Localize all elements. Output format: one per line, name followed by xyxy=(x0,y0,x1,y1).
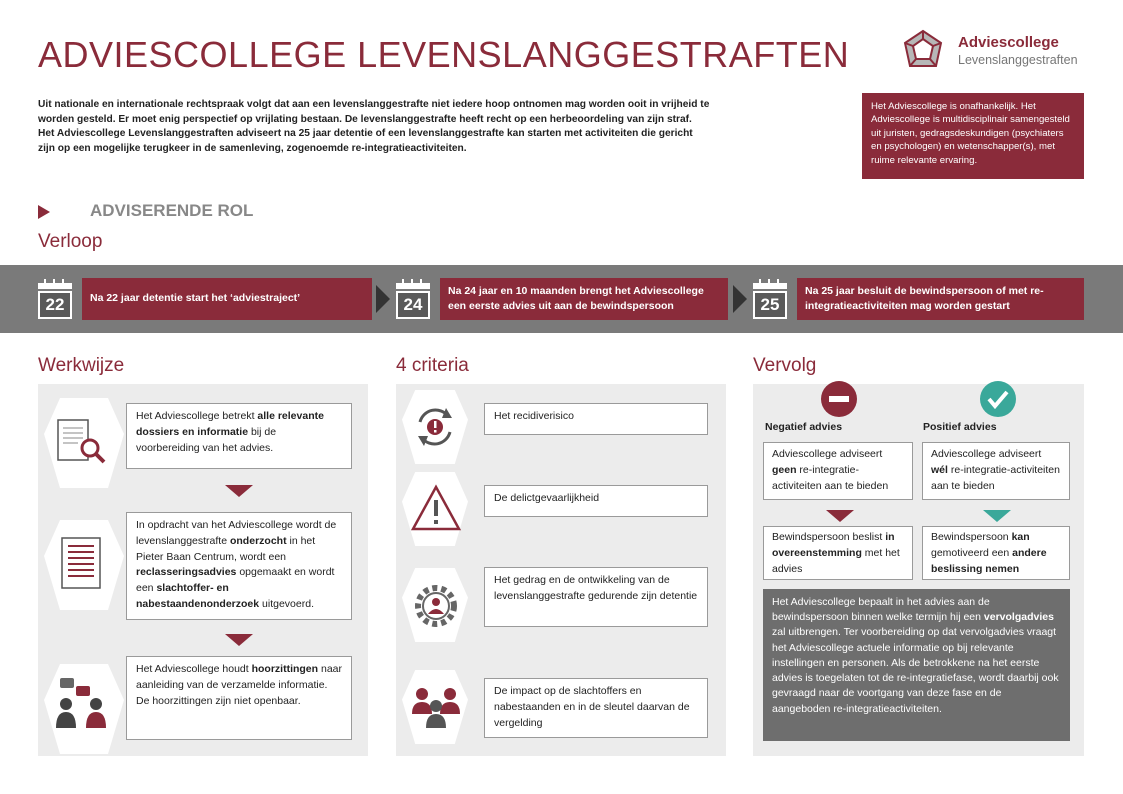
calendar-day: 24 xyxy=(396,291,430,319)
timeline-step xyxy=(797,278,1084,320)
werkwijze-panel xyxy=(38,384,368,756)
arrow-down-icon xyxy=(983,510,1011,522)
card-text: Bewindspersoon xyxy=(931,531,1012,543)
werkwijze-card xyxy=(126,512,352,620)
criterion-card xyxy=(484,485,708,517)
page-title: ADVIESCOLLEGE LEVENSLANGGESTRAFTEN xyxy=(38,34,850,75)
logo xyxy=(900,28,1100,74)
calendar-icon xyxy=(38,279,72,317)
werkwijze-bold: reclasseringsadvies xyxy=(136,566,237,579)
criterion-card xyxy=(484,678,708,738)
vervolg-title: Vervolg xyxy=(753,355,817,376)
card-bold: kan xyxy=(1011,531,1030,543)
positief-decision-card xyxy=(922,526,1070,580)
werkwijze-bold: onderzocht xyxy=(229,534,287,547)
timeline-step xyxy=(440,278,728,320)
negatief-decision-card xyxy=(763,526,913,580)
werkwijze-text: Het Adviescollege houdt xyxy=(136,663,252,675)
arrow-right-icon xyxy=(376,285,390,313)
negatief-label: Negatief advies xyxy=(765,421,843,433)
negative-minus-icon xyxy=(820,380,858,418)
card-bold: geen xyxy=(772,463,797,476)
werkwijze-bold: slachtoffer- en nabestaandenonderzoek xyxy=(136,582,260,610)
behaviour-gear-icon xyxy=(412,582,460,630)
werkwijze-text: uitgevoerd. xyxy=(259,597,314,610)
werkwijze-text: bij de voorbereiding van het advies. xyxy=(136,425,277,454)
card-text: Adviescollege adviseert xyxy=(772,448,883,460)
verloop-title: Verloop xyxy=(38,231,103,252)
vervolg-bold: vervolgadvies xyxy=(983,611,1054,624)
werkwijze-card xyxy=(126,656,352,740)
criteria-title: 4 criteria xyxy=(396,355,469,376)
card-bold: wél xyxy=(931,463,948,476)
report-document-icon xyxy=(60,536,104,592)
logo-name: Adviescollege xyxy=(958,34,1059,51)
vervolg-text: zal uitbrengen. Ter voorbereiding op dat vervolgadvies vraagt het Adviescollege actuele informatie op bij relevante instellingen en personen. Als de betrokkene na het eerste advies is toegelaten tot de re-integratiefase, wordt daarbij ook gevraagd naar de voortgang van deze fase en de aangeboden re-integratieactiviteiten. xyxy=(772,626,1059,715)
negatief-advice-card xyxy=(763,442,913,500)
independence-box: Het Adviescollege is onafhankelijk. Het Adviescollege is multidisciplinair samengesteld uit juristen, gedragsdeskundigen (psychiaters en psychologen) en wetenschapper(s), met ruime relevante ervaring. xyxy=(862,93,1084,179)
card-bold: andere beslissing nemen xyxy=(931,546,1047,575)
positief-label: Positief advies xyxy=(923,421,997,433)
card-text: re-integratie-activiteiten aan te bieden xyxy=(772,463,889,492)
werkwijze-text: naar aanleiding van de verzamelde informatie. De hoorzittingen zijn niet openbaar. xyxy=(136,663,343,707)
criteria-panel xyxy=(396,384,726,756)
verloop-timeline xyxy=(0,265,1123,333)
arrow-down-icon xyxy=(826,510,854,522)
werkwijze-title: Werkwijze xyxy=(38,355,125,376)
calendar-icon xyxy=(396,279,430,317)
adviserende-rol-label: ADVISERENDE ROL xyxy=(90,201,254,220)
werkwijze-text: Het Adviescollege betrekt xyxy=(136,410,258,422)
timeline-step-text: Na 22 jaar detentie start het ‘adviestraject’ xyxy=(90,292,301,305)
werkwijze-text: opgemaakt en wordt een xyxy=(136,566,335,594)
criterion-card xyxy=(484,567,708,627)
document-search-icon xyxy=(54,418,114,468)
warning-triangle-icon xyxy=(410,484,462,532)
werkwijze-text: In opdracht van het Adviescollege wordt de levenslanggestrafte xyxy=(136,519,337,547)
victims-group-icon xyxy=(408,684,464,730)
arrow-down-icon xyxy=(225,634,253,646)
werkwijze-text: in het Pieter Baan Centrum, wordt een xyxy=(136,534,316,563)
logo-dodecahedron-icon xyxy=(900,28,946,74)
calendar-icon xyxy=(753,279,787,317)
intro-text: Uit nationale en internationale rechtspraak volgt dat aan een levenslanggestrafte niet iedere hoop ontnomen mag worden ooit in vrijheid te worden gesteld. Er moet enig perspectief op vrijlating bestaan. De levenslanggestrafte heeft recht op een herbeoordeling van zijn straf. Het Adviescollege Levenslanggestraften adviseert na 25 jaar detentie of een levenslanggestrafte kan starten met activiteiten die gericht zijn op een mogelijke terugkeer in de samenleving, zogenoemde re-integratieactiviteiten. xyxy=(38,99,710,154)
positief-advice-card xyxy=(922,442,1070,500)
calendar-day: 22 xyxy=(38,291,72,319)
card-bold: in overeenstemming xyxy=(772,531,895,559)
card-text: Adviescollege adviseert xyxy=(931,448,1042,460)
timeline-step-text: Na 24 jaar en 10 maanden brengt het Adviescollege een eerste advies uit aan de bewindspersoon xyxy=(448,284,704,312)
vervolg-text: Het Adviescollege bepaalt in het advies aan de bewindspersoon binnen welke termijn hij een xyxy=(772,596,990,624)
recidivism-cycle-icon xyxy=(410,402,460,452)
criterion-text: De delictgevaarlijkheid xyxy=(494,492,600,504)
criterion-text: Het recidiverisico xyxy=(494,410,574,422)
arrow-right-icon xyxy=(733,285,747,313)
criterion-card xyxy=(484,403,708,435)
criterion-text: Het gedrag en de ontwikkeling van de levenslanggestrafte gedurende zijn detentie xyxy=(494,574,698,602)
vervolg-panel xyxy=(753,384,1084,756)
card-text: met het advies xyxy=(772,546,900,575)
positive-check-icon xyxy=(979,380,1017,418)
werkwijze-bold: hoorzittingen xyxy=(251,663,319,675)
timeline-step xyxy=(82,278,372,320)
werkwijze-card xyxy=(126,403,352,469)
arrow-down-icon xyxy=(225,485,253,497)
timeline-step-text: Na 25 jaar besluit de bewindspersoon of met re-integratieactiviteiten mag worden gestart xyxy=(805,284,1044,312)
calendar-day: 25 xyxy=(753,291,787,319)
logo-subname: Levenslanggestraften xyxy=(958,53,1078,67)
card-text: re-integratie-activiteiten aan te bieden xyxy=(931,463,1060,492)
hearing-people-icon xyxy=(52,676,116,732)
card-text: Bewindspersoon beslist xyxy=(772,531,886,543)
werkwijze-bold: alle relevante dossiers en informatie xyxy=(136,410,324,438)
vervolgadvies-box xyxy=(763,589,1070,741)
play-triangle-icon xyxy=(38,205,50,219)
criterion-text: De impact op de slachtoffers en nabestaanden en in de sleutel daarvan de vergelding xyxy=(494,685,690,729)
card-text: gemotiveerd een xyxy=(931,546,1013,559)
